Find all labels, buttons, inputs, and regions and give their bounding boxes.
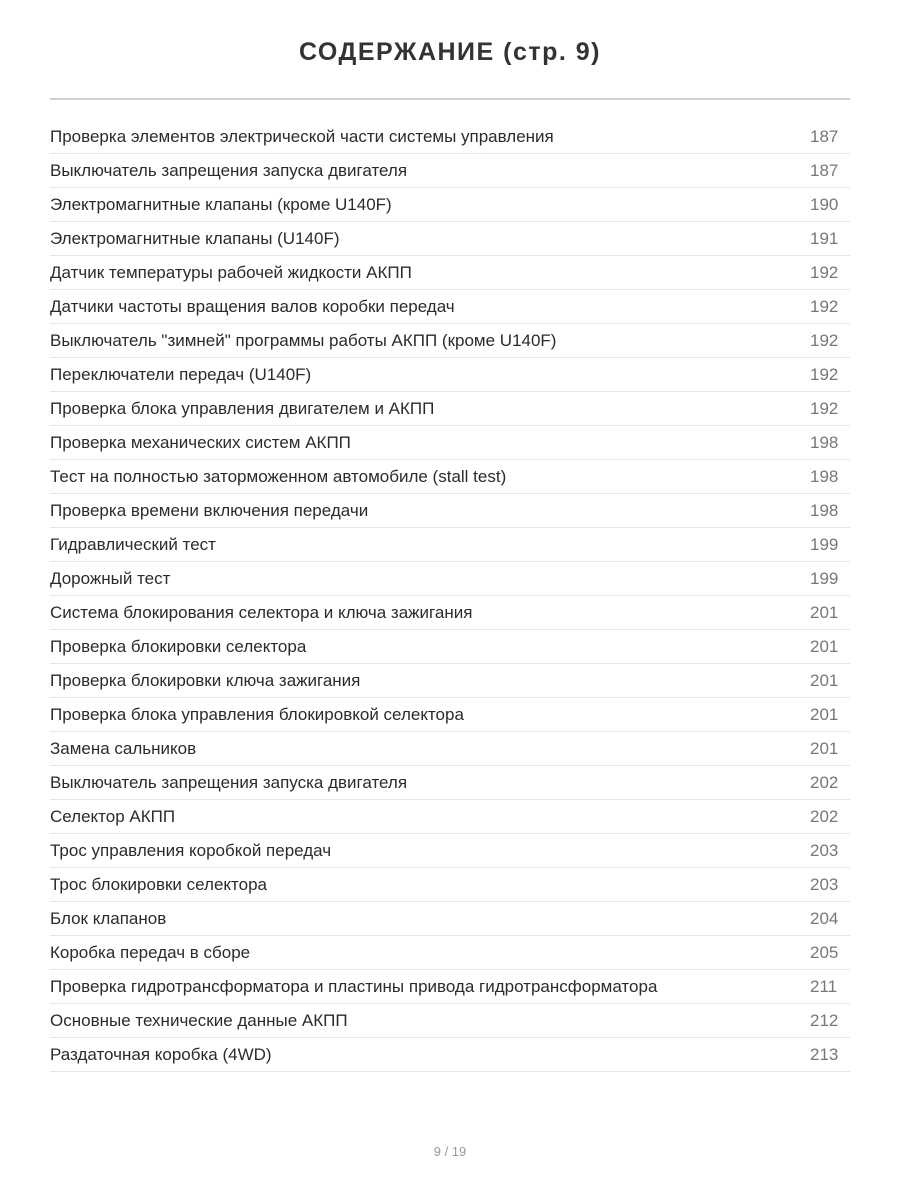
toc-entry[interactable] bbox=[50, 154, 850, 188]
toc-entry[interactable] bbox=[50, 120, 850, 154]
toc-entry[interactable] bbox=[50, 1004, 850, 1038]
toc-entry-page: 201 bbox=[810, 602, 839, 622]
toc-entry-title[interactable]: Тест на полностью заторможенном автомобиле (stall test) bbox=[50, 466, 507, 486]
toc-entry-page: 187 bbox=[810, 160, 839, 180]
toc-entry[interactable] bbox=[50, 222, 850, 256]
toc-entry-page: 212 bbox=[810, 1010, 839, 1030]
toc-entry-title[interactable]: Проверка гидротрансформатора и пластины привода гидротрансформатора bbox=[50, 976, 658, 996]
toc-entry-page: 192 bbox=[810, 296, 839, 316]
toc-entry-title[interactable]: Датчики частоты вращения валов коробки передач bbox=[50, 296, 455, 316]
toc-entry[interactable] bbox=[50, 834, 850, 868]
toc-entry-title[interactable]: Селектор АКПП bbox=[50, 806, 176, 826]
toc-entry-title[interactable]: Проверка времени включения передачи bbox=[50, 500, 369, 520]
toc-entry[interactable] bbox=[50, 732, 850, 766]
toc-entry-title[interactable]: Электромагнитные клапаны (U140F) bbox=[50, 228, 340, 248]
toc-entry-page: 201 bbox=[810, 738, 839, 758]
toc-entry-page: 198 bbox=[810, 500, 839, 520]
toc-entry-title[interactable]: Раздаточная коробка (4WD) bbox=[50, 1044, 272, 1064]
toc-entry-page: 201 bbox=[810, 636, 839, 656]
toc-entry-title[interactable]: Проверка механических систем АКПП bbox=[50, 432, 351, 452]
toc-entry-title[interactable]: Блок клапанов bbox=[50, 908, 167, 928]
toc-entry[interactable] bbox=[50, 528, 850, 562]
toc-entry-title[interactable]: Трос управления коробкой передач bbox=[50, 840, 332, 860]
toc-entry-title[interactable]: Электромагнитные клапаны (кроме U140F) bbox=[50, 194, 392, 214]
toc-entry-page: 198 bbox=[810, 432, 839, 452]
toc-entry-title[interactable]: Выключатель "зимней" программы работы АКПП (кроме U140F) bbox=[50, 330, 557, 350]
toc-entry[interactable] bbox=[50, 596, 850, 630]
toc-entry[interactable] bbox=[50, 766, 850, 800]
toc-entry[interactable] bbox=[50, 358, 850, 392]
toc-entry[interactable] bbox=[50, 188, 850, 222]
toc-entry[interactable] bbox=[50, 698, 850, 732]
toc-entry[interactable] bbox=[50, 562, 850, 596]
toc-entry-title[interactable]: Выключатель запрещения запуска двигателя bbox=[50, 160, 408, 180]
toc-entry-page: 201 bbox=[810, 670, 839, 690]
title-divider bbox=[50, 98, 850, 100]
toc-entry-page: 192 bbox=[810, 364, 839, 384]
toc-entry-title[interactable]: Трос блокировки селектора bbox=[50, 874, 267, 894]
toc-entry-title[interactable]: Проверка блока управления блокировкой селектора bbox=[50, 704, 464, 724]
toc-entry-page: 190 bbox=[810, 194, 839, 214]
toc-entry-title[interactable]: Проверка блокировки селектора bbox=[50, 636, 307, 656]
toc-entry-page: 213 bbox=[810, 1044, 839, 1064]
toc-entry-page: 201 bbox=[810, 704, 839, 724]
toc-entry[interactable] bbox=[50, 392, 850, 426]
toc-entry-title[interactable]: Проверка блокировки ключа зажигания bbox=[50, 670, 361, 690]
toc-entry[interactable] bbox=[50, 902, 850, 936]
toc-entry[interactable] bbox=[50, 460, 850, 494]
toc-entry-title[interactable]: Дорожный тест bbox=[50, 568, 171, 588]
toc-entry-page: 191 bbox=[810, 228, 839, 248]
toc-entry-title[interactable]: Датчик температуры рабочей жидкости АКПП bbox=[50, 262, 412, 282]
toc-entry-page: 192 bbox=[810, 330, 839, 350]
toc-entry-page: 202 bbox=[810, 806, 839, 826]
toc-entry-title[interactable]: Проверка блока управления двигателем и АКПП bbox=[50, 398, 435, 418]
toc-entry[interactable] bbox=[50, 800, 850, 834]
toc-entry[interactable] bbox=[50, 970, 850, 1004]
toc-entry[interactable] bbox=[50, 936, 850, 970]
toc-entry-title[interactable]: Замена сальников bbox=[50, 738, 197, 758]
toc-entry-title[interactable]: Выключатель запрещения запуска двигателя bbox=[50, 772, 408, 792]
page-title: СОДЕРЖАНИЕ (стр. 9) bbox=[298, 38, 602, 66]
toc-entry[interactable] bbox=[50, 868, 850, 902]
toc-entry[interactable] bbox=[50, 290, 850, 324]
toc-entry-page: 203 bbox=[810, 840, 839, 860]
toc-entry-page: 199 bbox=[810, 534, 839, 554]
toc-entry-title[interactable]: Переключатели передач (U140F) bbox=[50, 364, 312, 384]
toc-entry[interactable] bbox=[50, 630, 850, 664]
toc-entry-title[interactable]: Основные технические данные АКПП bbox=[50, 1010, 348, 1030]
toc-entry[interactable] bbox=[50, 426, 850, 460]
toc-entry-page: 202 bbox=[810, 772, 839, 792]
toc-entry-page: 204 bbox=[810, 908, 839, 928]
toc-entry-page: 192 bbox=[810, 262, 839, 282]
table-of-contents bbox=[50, 120, 850, 1072]
toc-entry-page: 198 bbox=[810, 466, 839, 486]
toc-entry[interactable] bbox=[50, 256, 850, 290]
toc-entry[interactable] bbox=[50, 664, 850, 698]
toc-entry[interactable] bbox=[50, 1038, 850, 1072]
toc-entry-page: 203 bbox=[810, 874, 839, 894]
toc-entry[interactable] bbox=[50, 324, 850, 358]
toc-entry-title[interactable]: Коробка передач в сборе bbox=[50, 942, 251, 962]
toc-entry-page: 192 bbox=[810, 398, 839, 418]
toc-entry-page: 199 bbox=[810, 568, 839, 588]
toc-entry-title[interactable]: Система блокирования селектора и ключа зажигания bbox=[50, 602, 473, 622]
toc-entry-page: 205 bbox=[810, 942, 839, 962]
toc-entry-title[interactable]: Гидравлический тест bbox=[50, 534, 216, 554]
toc-entry[interactable] bbox=[50, 494, 850, 528]
toc-entry-title[interactable]: Проверка элементов электрической части системы управления bbox=[50, 126, 554, 146]
toc-entry-page: 187 bbox=[810, 126, 839, 146]
toc-entry-page: 211 bbox=[810, 976, 838, 996]
page-number: 9 / 19 bbox=[433, 1144, 467, 1159]
